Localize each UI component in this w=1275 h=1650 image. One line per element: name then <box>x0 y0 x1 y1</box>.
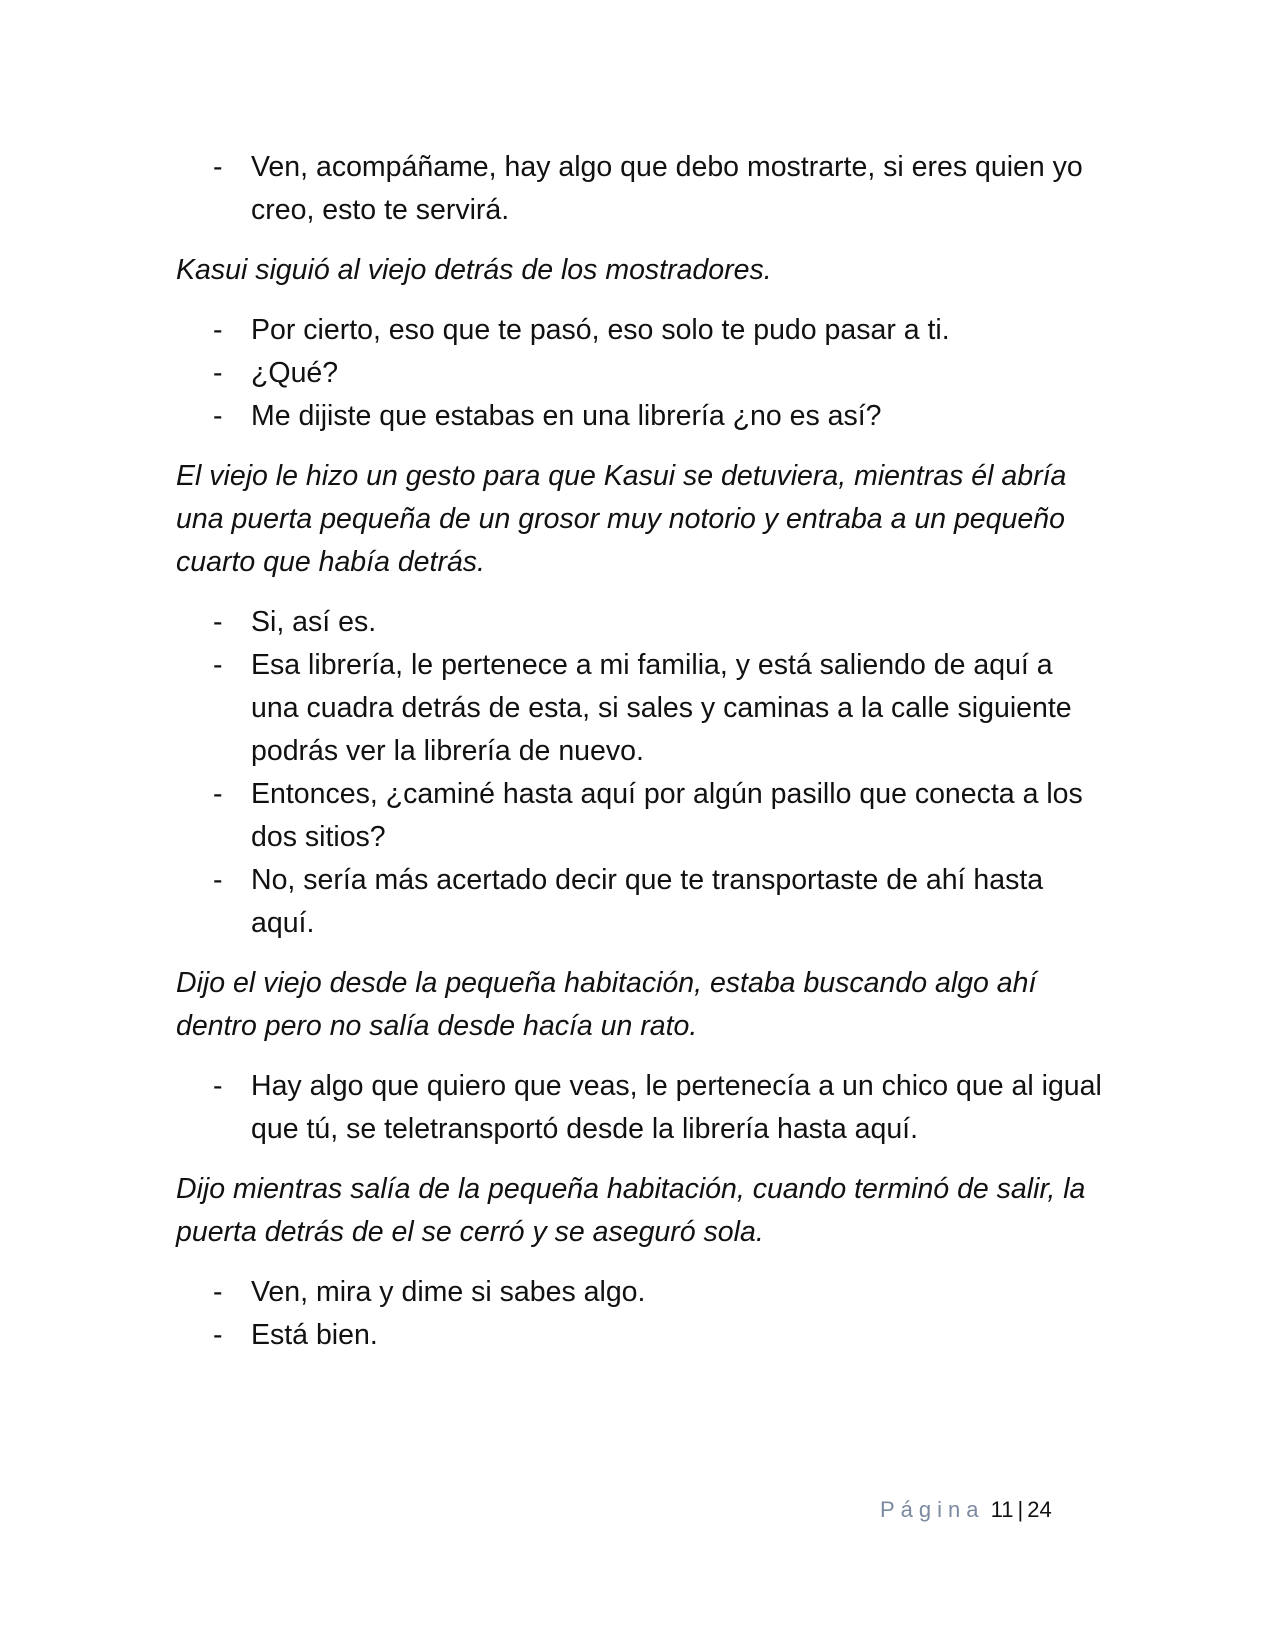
dialogue-line <box>176 644 1106 773</box>
dialogue-group <box>176 309 1106 438</box>
dialogue-line <box>176 146 1106 232</box>
dialogue-text: Ven, acompáñame, hay algo que debo mostrarte, si eres quien yo creo, esto te servirá. <box>251 151 1083 226</box>
dialogue-line <box>176 352 1106 395</box>
dialogue-text: Por cierto, eso que te pasó, eso solo te pudo pasar a ti. <box>251 314 950 346</box>
dialogue-text: Entonces, ¿caminé hasta aquí por algún pasillo que conecta a los dos sitios? <box>251 778 1083 853</box>
dialogue-text: No, sería más acertado decir que te transportaste de ahí hasta aquí. <box>251 864 1044 939</box>
dialogue-line <box>176 395 1106 438</box>
dialogue-text: ¿Qué? <box>251 357 339 389</box>
narration-paragraph: Dijo mientras salía de la pequeña habitación, cuando terminó de salir, la puerta detrás de el se cerró y se aseguró sola. <box>176 1173 1086 1248</box>
page-separator: | <box>1017 1497 1024 1522</box>
dialogue-text: Si, así es. <box>251 606 377 638</box>
dialogue-line <box>176 1065 1106 1151</box>
dialogue-line <box>176 1314 1106 1357</box>
dialogue-group <box>176 601 1106 945</box>
page-number: 11 <box>990 1497 1014 1522</box>
page-label: Página <box>880 1497 985 1522</box>
narration-paragraph: El viejo le hizo un gesto para que Kasui se detuviera, mientras él abría una puerta pequeña de un grosor muy notorio y entraba a un pequeño cuarto que había detrás. <box>176 460 1067 578</box>
dialogue-group <box>176 146 1106 232</box>
dialogue-dash: - <box>213 151 223 183</box>
dialogue-dash: - <box>213 314 223 346</box>
dialogue-text: Esa librería, le pertenece a mi familia, y está saliendo de aquí a una cuadra detrás de esta, si sales y caminas a la calle siguiente podrás ver la librería de nuevo. <box>251 649 1072 767</box>
dialogue-line <box>176 1271 1106 1314</box>
dialogue-line <box>176 601 1106 644</box>
dialogue-group <box>176 1271 1106 1357</box>
dialogue-dash: - <box>213 864 223 896</box>
narration-paragraph: Kasui siguió al viejo detrás de los mostradores. <box>176 254 772 286</box>
dialogue-line <box>176 773 1106 859</box>
dialogue-dash: - <box>213 649 223 681</box>
page-total: 24 <box>1027 1497 1052 1522</box>
dialogue-dash: - <box>213 400 223 432</box>
dialogue-line <box>176 309 1106 352</box>
dialogue-line <box>176 859 1106 945</box>
dialogue-group <box>176 1065 1106 1151</box>
dialogue-dash: - <box>213 1070 223 1102</box>
page-footer <box>880 1496 1080 1524</box>
dialogue-text: Hay algo que quiero que veas, le pertenecía a un chico que al igual que tú, se teletransportó desde la librería hasta aquí. <box>251 1070 1102 1145</box>
dialogue-text: Ven, mira y dime si sabes algo. <box>251 1276 646 1308</box>
dialogue-dash: - <box>213 1319 223 1351</box>
dialogue-dash: - <box>213 1276 223 1308</box>
dialogue-text: Me dijiste que estabas en una librería ¿no es así? <box>251 400 882 432</box>
dialogue-dash: - <box>213 357 223 389</box>
narration-paragraph: Dijo el viejo desde la pequeña habitación, estaba buscando algo ahí dentro pero no salía desde hacía un rato. <box>176 967 1037 1042</box>
dialogue-text: Está bien. <box>251 1319 378 1351</box>
dialogue-dash: - <box>213 606 223 638</box>
page-body <box>176 146 1106 1357</box>
dialogue-dash: - <box>213 778 223 810</box>
